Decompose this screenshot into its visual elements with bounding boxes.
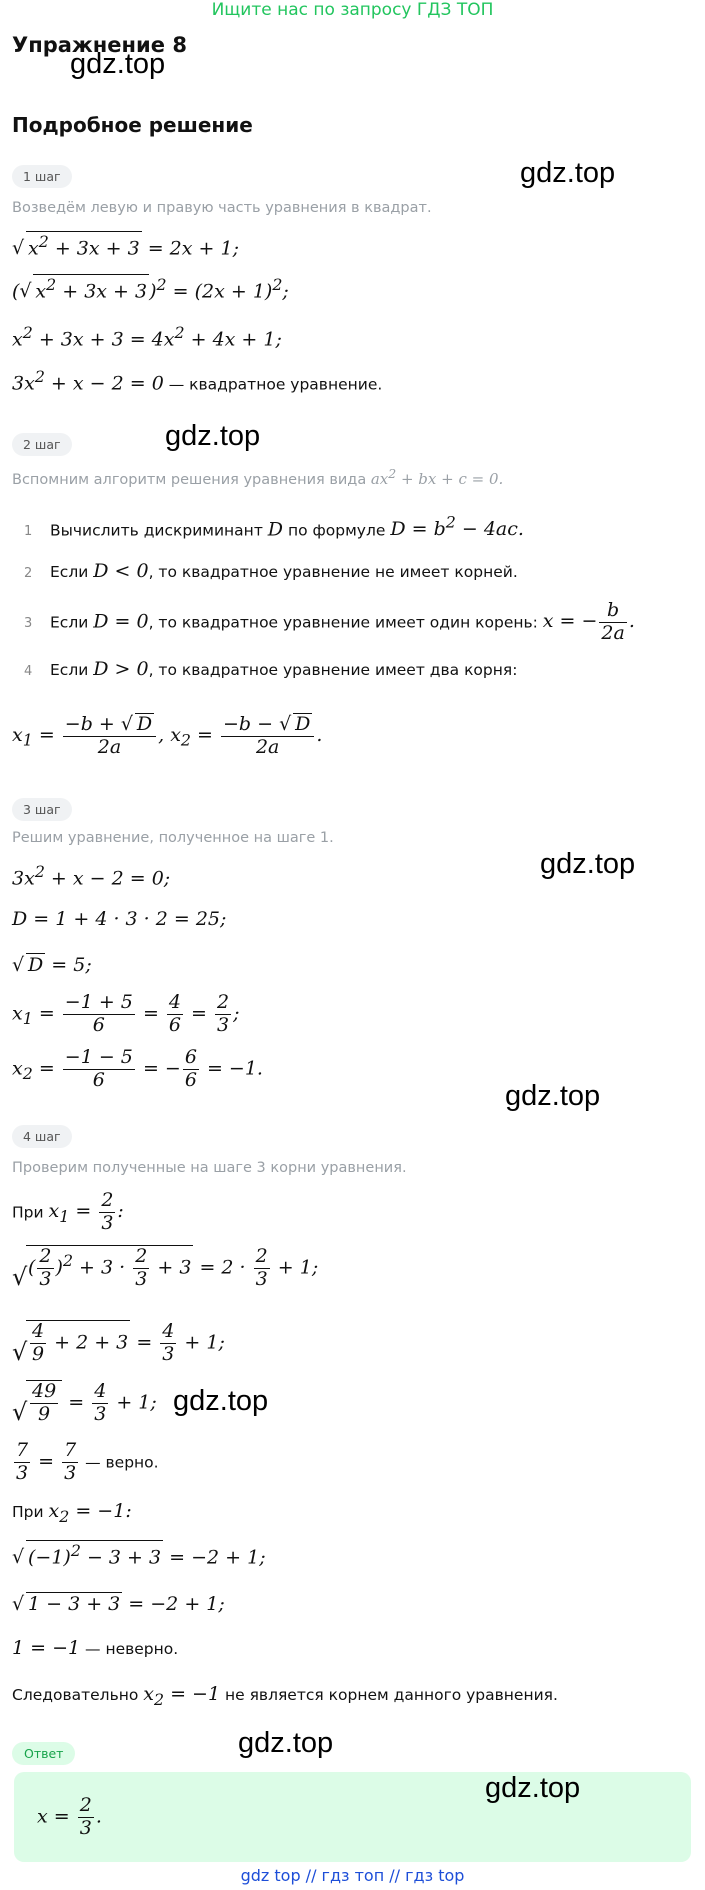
equation: $x_1$ = $\frac{-1 + 5}{6}$ = $\frac{4}{6}$ = $\frac{2}{3}$ ; — [12, 991, 240, 1036]
step-description: Вспомним алгоритм решения уравнения вида $ax^2$ + bx + c = 0. — [12, 466, 504, 488]
step-badge: 3 шаг — [12, 798, 72, 821]
watermark: gdz.top — [520, 157, 616, 189]
equation: √ D = 5; — [12, 953, 92, 976]
step-badge: 4 шаг — [12, 1125, 72, 1148]
answer-value: x = $\frac{2}{3}$ . — [37, 1794, 102, 1839]
page-title: Упражнение 8 — [12, 33, 187, 57]
equation: √ $x^2 + 3x + 3 = 2x + 1$; — [12, 231, 239, 259]
equation: √ $\frac{49}{9}$ = $\frac{4}{3}$ + 1; — [12, 1380, 157, 1426]
section-heading: Подробное решение — [12, 113, 253, 137]
equation: √ $(-1)^2 - 3 + 3 = -2 + 1$; — [12, 1540, 266, 1568]
conclusion: Следовательно $x_2 = -1$ не является корнем данного уравнения. — [12, 1683, 558, 1709]
equation-note: — квадратное уравнение. — [163, 375, 383, 394]
answer-box — [14, 1772, 691, 1862]
list-item: 3 Если D = 0, то квадратное уравнение имеет один корень: x = − $\frac{b}{2a}$ . — [24, 599, 635, 644]
watermark: gdz.top — [485, 1772, 581, 1804]
equation: √ 1 − 3 + 3 = −2 + 1; — [12, 1592, 225, 1615]
watermark: gdz.top — [540, 848, 636, 880]
equation: 1 = −1 — неверно. — [12, 1637, 179, 1659]
list-item: 2 Если D < 0, то квадратное уравнение не имеет корней. — [24, 560, 518, 582]
equation: √ $\frac{4}{9}$ + 2 + 3 = $\frac{4}{3}$ + 1; — [12, 1320, 225, 1366]
equation: $x_2$ = $\frac{-1 - 5}{6}$ = − $\frac{6}{6}$ = −1. — [12, 1046, 263, 1091]
step-description: Решим уравнение, полученное на шаге 1. — [12, 830, 334, 846]
answer-badge: Ответ — [12, 1742, 75, 1765]
equation: $x_1$ = $\frac{-b + √ D}{2a}$ , $x_2$ = $\frac{-b - √ D}{2a}$ . — [12, 713, 322, 759]
step-description: Возведём левую и правую часть уравнения в квадрат. — [12, 200, 432, 216]
equation: $3x^2 + x - 2 = 0$; — [12, 862, 171, 890]
watermark: gdz.top — [165, 420, 261, 452]
watermark: gdz.top — [173, 1385, 269, 1417]
check-heading: При $x_2 = -1$: — [12, 1500, 132, 1526]
step-badge: 1 шаг — [12, 165, 72, 188]
equation: $\frac{7}{3}$ = $\frac{7}{3}$ — верно. — [16, 1439, 159, 1484]
step-description: Проверим полученные на шаге 3 корни уравнения. — [12, 1160, 407, 1176]
watermark: gdz.top — [70, 48, 166, 80]
equation: $x^2 + 3x + 3 = 4x^2 + 4x + 1$; — [12, 323, 282, 351]
step-badge: 2 шаг — [12, 433, 72, 456]
list-item: 1 Вычислить дискриминант D по формуле $D = b^2 - 4ac$. — [24, 513, 524, 541]
equation: $3x^2 + x - 2 = 0$ — квадратное уравнение. — [12, 367, 383, 395]
watermark: gdz.top — [505, 1080, 601, 1112]
check-heading: При $x_1$ = $\frac{2}{3}$ : — [12, 1189, 124, 1234]
search-banner[interactable]: Ищите нас по запросу ГДЗ ТОП — [211, 0, 494, 20]
equation: √ ( $\frac{2}{3}$ )$^2$ + 3 · $\frac{2}{3}$ + 3 = 2 · $\frac{2}{3}$ + 1; — [12, 1245, 318, 1291]
equation: D = 1 + 4 · 3 · 2 = 25; — [12, 908, 227, 930]
equation: (√ $x^2 + 3x + 3$ )$^2 = (2x + 1)^2$; — [12, 274, 289, 302]
watermark: gdz.top — [238, 1727, 334, 1759]
list-item: 4 Если D > 0, то квадратное уравнение имеет два корня: — [24, 658, 518, 680]
footer-links[interactable]: gdz top // гдз топ // гдз top — [240, 1866, 465, 1885]
